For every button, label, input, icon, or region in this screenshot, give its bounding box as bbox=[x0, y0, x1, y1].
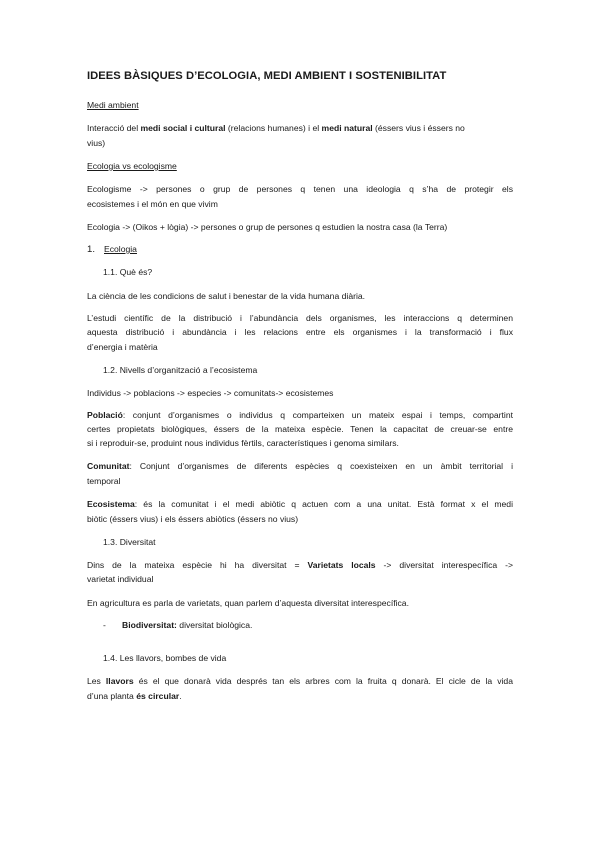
paragraph-ecologisme-line1: Ecologisme -> persones o grup de persones q tenen una ideologia q s’ha de protegir els bbox=[87, 184, 513, 194]
bullet-marker: - bbox=[103, 620, 106, 630]
paragraph-diversitat-line2: varietat individual bbox=[87, 574, 154, 584]
paragraph-llavors-line1: Les llavors és el que donarà vida després tan els arbres com la fruita q donarà. El cicle de la vida bbox=[87, 676, 513, 686]
heading-medi-ambient: Medi ambient bbox=[87, 100, 139, 110]
subheading-1-4: 1.4. Les llavors, bombes de vida bbox=[103, 653, 227, 663]
subheading-1-1: 1.1. Què és? bbox=[103, 267, 153, 277]
paragraph-poblacio-line3: si i reproduir-se, produint nous individus fèrtils, característiques i genoma similars. bbox=[87, 438, 399, 448]
paragraph-ecologisme-line2: ecosistemes i el món en que vivim bbox=[87, 199, 218, 209]
paragraph-ecosistema-line1: Ecosistema: és la comunitat i el medi abiòtic q actuen com a una unitat. Està format x el medi bbox=[87, 499, 513, 509]
section-1-heading bbox=[87, 243, 137, 256]
paragraph-poblacio-line1: Població: conjunt d’organismes o individus q comparteixen un mateix espai i temps, compartint bbox=[87, 410, 513, 420]
subheading-1-2: 1.2. Nivells d’organització a l’ecosistema bbox=[103, 365, 258, 375]
paragraph-que-es-2-line3: d’energia i matèria bbox=[87, 342, 158, 352]
paragraph-comunitat-line2: temporal bbox=[87, 476, 121, 486]
paragraph-llavors-line2: d’una planta és circular. bbox=[87, 691, 182, 701]
paragraph-que-es-1: La ciència de les condicions de salut i benestar de la vida humana diària. bbox=[87, 291, 366, 301]
paragraph-que-es-2-line1: L’estudi científic de la distribució i l’abundància dels organismes, les interaccions q determinen bbox=[87, 313, 513, 323]
paragraph-levels: Individus -> poblacions -> especies -> comunitats-> ecosistemes bbox=[87, 388, 334, 398]
document-title: IDEES BÀSIQUES D’ECOLOGIA, MEDI AMBIENT I SOSTENIBILITAT bbox=[87, 70, 447, 82]
heading-ecologia-vs-ecologisme: Ecologia vs ecologisme bbox=[87, 161, 177, 171]
paragraph-diversitat-line1: Dins de la mateixa espècie hi ha diversitat = Varietats locals -> diversitat interespecífica -> bbox=[87, 560, 513, 570]
section-number: 1. bbox=[87, 244, 96, 255]
paragraph-medi-ambient-line2: vius) bbox=[87, 138, 106, 148]
paragraph-que-es-2-line2: aquesta distribució i abundància i les relacions entre els organismes i la transformació i flux bbox=[87, 327, 513, 337]
paragraph-agricultura: En agricultura es parla de varietats, quan parlem d’aquesta diversitat interespecífica. bbox=[87, 598, 409, 608]
paragraph-comunitat-line1: Comunitat: Conjunt d’organismes de diferents espècies q coexisteixen en un àmbit territorial i bbox=[87, 461, 513, 471]
list-item-biodiversitat: Biodiversitat: diversitat biològica. bbox=[122, 620, 253, 630]
paragraph-ecosistema-line2: biòtic (éssers vius) i els éssers abiòtics (éssers no vius) bbox=[87, 514, 299, 524]
paragraph-medi-ambient-line1: Interacció del medi social i cultural (relacions humanes) i el medi natural (éssers vius i éssers no bbox=[87, 123, 465, 133]
paragraph-ecologia-definition: Ecologia -> (Oikos + lògia) -> persones o grup de persones q estudien la nostra casa (la Terra) bbox=[87, 222, 448, 232]
section-title: Ecologia bbox=[104, 244, 137, 254]
subheading-1-3: 1.3. Diversitat bbox=[103, 537, 156, 547]
paragraph-poblacio-line2: certes propietats biològiques, éssers de la mateixa espècie. Tenen la capacitat de creuar-se entre bbox=[87, 424, 513, 434]
